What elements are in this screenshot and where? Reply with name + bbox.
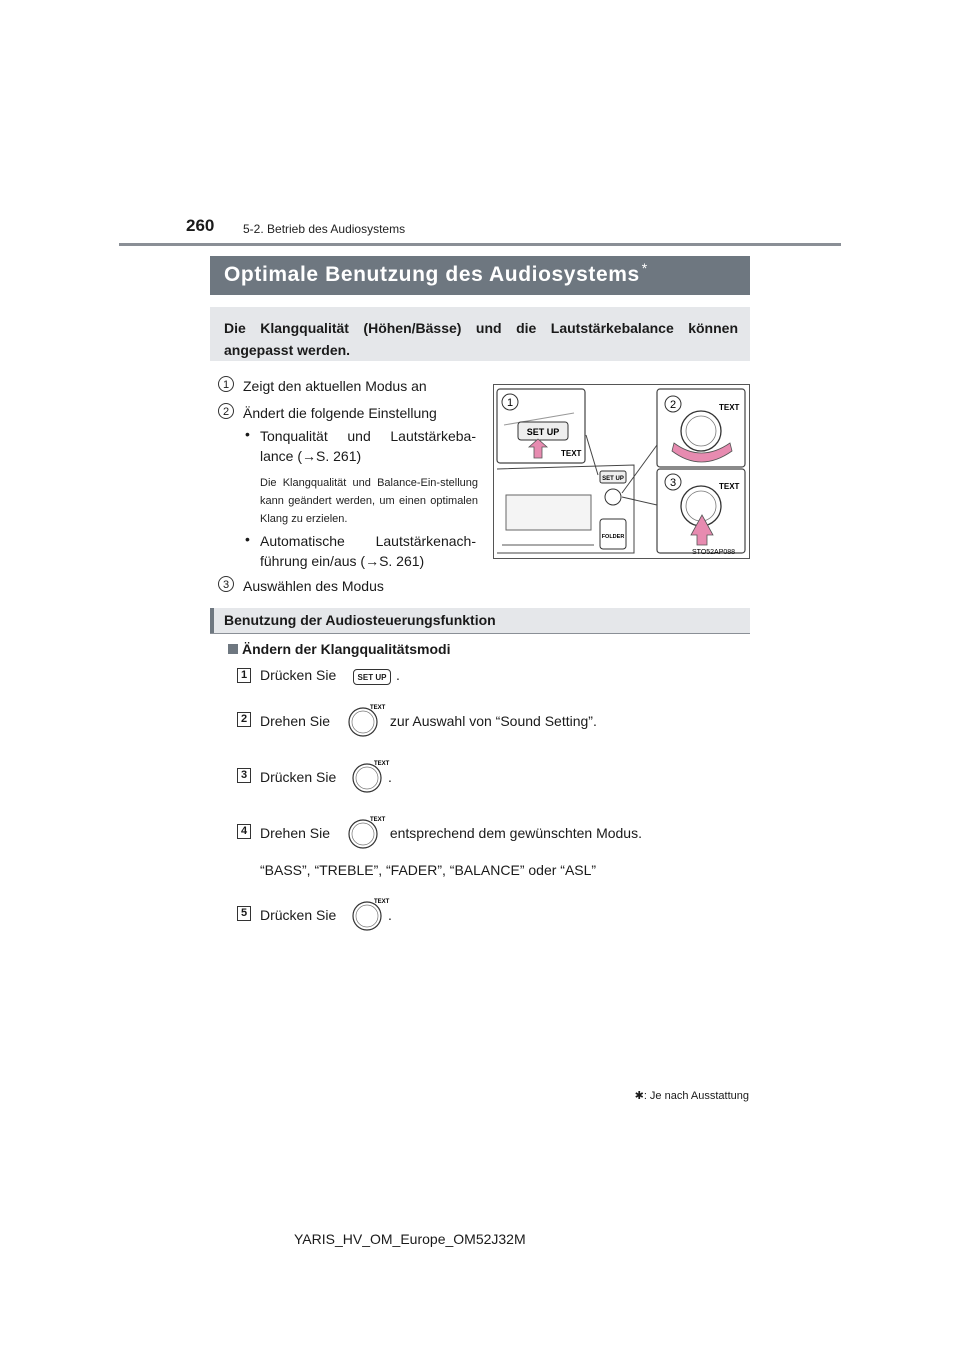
step-4-after: entsprechend dem gewünschten Modus. — [389, 825, 642, 841]
text-knob-icon — [342, 813, 388, 853]
settings-item-1: Tonqualität und Lautstärkeba-lance (→S. 261) — [260, 428, 476, 464]
settings-item-2: Automatische Lautstärkenach-führung ein/aus (→S. 261) — [260, 533, 476, 569]
unit-display — [506, 495, 591, 530]
footer-document-id: YARIS_HV_OM_Europe_OM52J32M — [294, 1231, 526, 1247]
title-asterisk: * — [641, 260, 648, 276]
page-title-text: Optimale Benutzung des Audiosystems — [224, 263, 640, 286]
footnote-asterisk-icon: ✱ — [634, 1090, 644, 1102]
figure-code: STO52AP088 — [692, 549, 736, 556]
figure-text-label-3: TEXT — [719, 482, 740, 491]
figure-setup-label: SET UP — [526, 427, 560, 437]
callout-marker-2: 2 — [218, 403, 234, 419]
header-rule — [119, 243, 841, 246]
knob-text-label: TEXT — [370, 817, 386, 823]
callout-marker-3: 3 — [218, 576, 234, 592]
intro-box: Die Klangqualität (Höhen/Bässe) und die Lautstärkebalance können angepasst werden. — [210, 307, 750, 361]
callout-marker-1: 1 — [218, 376, 234, 392]
unit-setup-label: SET UP — [602, 476, 624, 482]
step-4-before: Drehen Sie — [260, 825, 331, 841]
audio-panel-illustration — [494, 385, 749, 558]
square-bullet-icon — [228, 644, 238, 654]
knob-rotate-icon — [681, 411, 721, 451]
setup-button-icon: SET UP — [353, 669, 391, 685]
step-2-before: Drehen Sie — [260, 713, 331, 729]
text-knob-icon — [346, 895, 392, 935]
footnote — [635, 1089, 749, 1102]
step-3-after: . — [388, 769, 392, 785]
step-number-3: 3 — [237, 768, 251, 783]
section-path: 5-2. Betrieb des Audiosystems — [243, 222, 406, 236]
figure-marker-2-label: 2 — [669, 399, 677, 411]
knob-text-label: TEXT — [374, 899, 390, 905]
settings-note: Die Klangqualität und Balance-Ein-stellung kann geändert werden, um einen optimalen Klang zu erzielen. — [260, 477, 478, 525]
figure-marker-1-label: 1 — [506, 397, 514, 409]
step-number-4: 4 — [237, 824, 251, 839]
figure-text-label-2: TEXT — [719, 403, 740, 412]
knob-text-label: TEXT — [374, 761, 390, 767]
footnote-text: : Je nach Ausstattung — [643, 1090, 749, 1102]
step-1-after: . — [396, 667, 400, 683]
figure-marker-3-label: 3 — [669, 477, 677, 489]
page-title — [210, 256, 750, 295]
step-2 — [260, 713, 597, 729]
subsection-rule — [210, 633, 750, 634]
step-number-2: 2 — [237, 712, 251, 727]
figure-text-label-1: TEXT — [561, 449, 582, 458]
subsection-heading-text: Ändern der Klangqualitätsmodi — [242, 641, 451, 657]
callout-text-2: Ändert die folgende Einstellung — [243, 405, 437, 421]
subsection-heading — [228, 641, 450, 657]
folder-label: FOLDER — [601, 534, 625, 540]
step-4-options: “BASS”, “TREBLE”, “FADER”, “BALANCE” oder “ASL” — [260, 862, 597, 878]
step-4 — [260, 825, 642, 841]
step-1-before: Drücken Sie — [260, 667, 337, 683]
subsection-title: Benutzung der Audiosteuerungsfunktion — [210, 608, 750, 633]
step-2-after: zur Auswahl von “Sound Setting”. — [389, 713, 597, 729]
unit-knob — [605, 489, 621, 505]
settings-bullet-2: • — [245, 531, 250, 547]
audio-panel-figure — [493, 384, 750, 559]
step-number-1: 1 — [237, 668, 251, 683]
page-number: 260 — [186, 216, 215, 235]
callout-text-3: Auswählen des Modus — [243, 578, 384, 594]
step-5-before: Drücken Sie — [260, 907, 337, 923]
step-3-before: Drücken Sie — [260, 769, 337, 785]
step-5-after: . — [388, 907, 392, 923]
callout-text-1: Zeigt den aktuellen Modus an — [243, 378, 427, 394]
settings-bullet-1: • — [245, 426, 250, 442]
text-knob-icon — [346, 757, 392, 797]
knob-text-label: TEXT — [370, 705, 386, 711]
step-number-5: 5 — [237, 906, 251, 921]
text-knob-icon — [342, 701, 388, 741]
